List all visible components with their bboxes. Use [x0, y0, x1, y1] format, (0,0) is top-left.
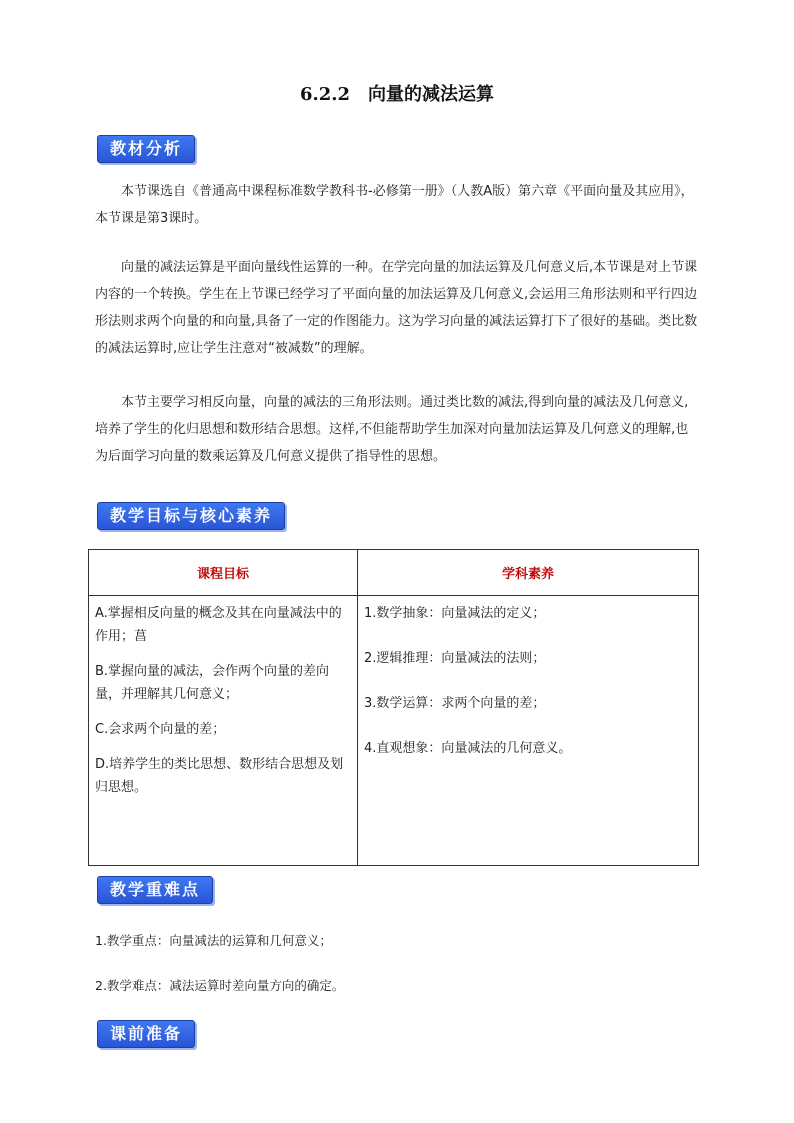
course-goal-item: A.掌握相反向量的概念及其在向量减法中的作用；菖: [95, 606, 342, 644]
analysis-paragraph-2: 向量的减法运算是平面向量线性运算的一种。在学完向量的加法运算及几何意义后,本节课是对上节课内容的一个转换。学生在上节课已经学习了平面向量的加法运算及几何意义,会运用三角形法则和平行四边形法则求两个向量的和向量,具备了一定的作图能力。这为学习向量的减法运算打下了很好的基础。类比数的减法运算时,应让学生注意对“被减数”的理解。: [95, 260, 698, 356]
literacy-item: 1.数学抽象：向量减法的定义；: [364, 606, 546, 621]
literacy-item: 2.逻辑推理：向量减法的法则；: [364, 651, 546, 666]
course-goal-item: D.培养学生的类比思想、数形结合思想及划归思想。: [95, 757, 344, 795]
section-heading-preparation: 课前准备: [97, 1020, 195, 1048]
analysis-paragraph-1: 本节课选自《普通高中课程标准数学教科书-必修第一册》（人教A版）第六章《平面向量及其应用》，本节课是第3课时。: [95, 184, 694, 226]
analysis-paragraph-3: 本节主要学习相反向量，向量的减法的三角形法则。通过类比数的减法,得到向量的减法及几何意义,培养了学生的化归思想和数形结合思想。这样,不但能帮助学生加深对向量加法运算及几何意义的理解,也为后面学习向量的数乘运算及几何意义提供了指导性的思想。: [95, 395, 689, 464]
course-goal-item: C.会求两个向量的差；: [95, 722, 226, 737]
key-point-item: 2.教学难点：减法运算时差向量方向的确定。: [95, 978, 345, 993]
course-goals-cell: [89, 596, 358, 866]
section-heading-analysis: 教材分析: [97, 135, 195, 163]
table-header-course-goals: 课程目标: [89, 550, 358, 596]
section-heading-key-points: 教学重难点: [97, 876, 213, 904]
key-point-item: 1.教学重点：向量减法的运算和几何意义；: [95, 933, 332, 948]
section-heading-objectives: 教学目标与核心素养: [97, 502, 285, 530]
literacy-item: 4.直观想象：向量减法的几何意义。: [364, 741, 572, 756]
literacy-item: 3.数学运算：求两个向量的差；: [364, 696, 546, 711]
objectives-table: [88, 549, 699, 866]
course-goal-item: B.掌握向量的减法，会作两个向量的差向量，并理解其几何意义；: [95, 664, 330, 702]
subject-literacy-cell: [358, 596, 699, 866]
table-header-subject-literacy: 学科素养: [358, 550, 699, 596]
page-title: 6.2.2 向量的减法运算: [299, 84, 495, 105]
